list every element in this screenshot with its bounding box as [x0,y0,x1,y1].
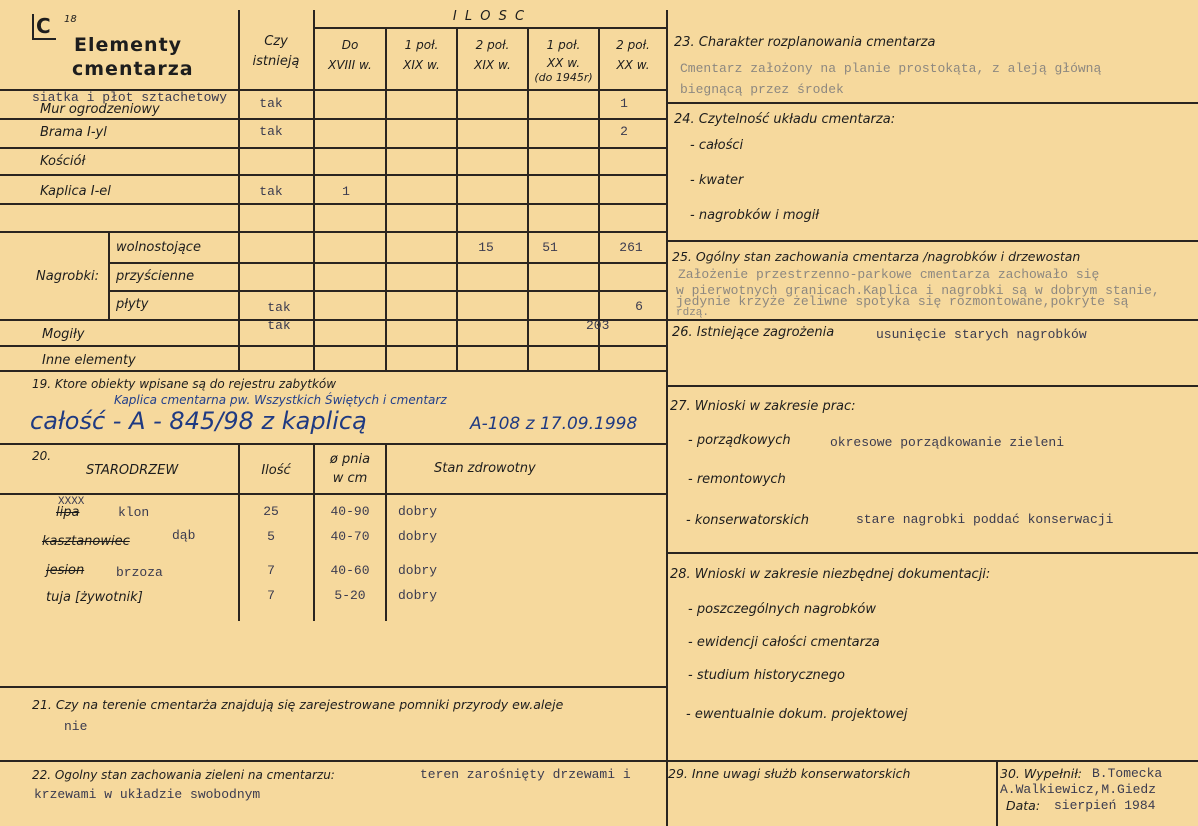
row-line [0,147,666,149]
row-label: Kościół [40,154,86,169]
row-line [108,262,666,264]
row-label: Kaplica I-el [40,184,111,199]
trees-col-divider [385,443,387,621]
section19-label: 19. Ktore obiekty wpisane są do rejestru zabytków [32,377,337,391]
trees-header-name: STARODRZEW [86,463,179,478]
section-line [666,552,1198,554]
section-line [0,760,666,762]
tree-fi: 40-70 [330,529,370,544]
section27-item: - remontowych [688,472,786,487]
cell-qty: 15 [478,240,494,255]
header-col1: XVIII w. [328,58,372,72]
form-code-sup: 18 [64,14,77,25]
section23-answer: Cmentarz założony na planie prostokąta, z aleją główną [680,61,1102,76]
section22-answer: krzewami w układzie swobodnym [34,787,261,802]
form-code: C [36,14,51,38]
row-line [0,231,666,233]
cell-qty: 2 [620,124,628,139]
tree-fi: 40-90 [330,504,370,519]
row-label: płyty [116,297,149,312]
header-ilosc: I L O S C [452,9,527,24]
tree-typed: brzoza [116,565,163,580]
tree-stan: dobry [398,504,438,519]
row-line [0,174,666,176]
section-line [666,240,1198,242]
section24-item: - nagrobków i mogił [690,208,820,223]
page-title-line2: cmentarza [72,58,194,80]
header-col2: 1 poł. [404,38,439,52]
section20-num: 20. [32,449,52,463]
section19-handwriting: całość - A - 845/98 z kaplicą [30,407,367,435]
tree-ilosc: 25 [263,504,279,519]
section21-answer: nie [64,719,88,734]
row-line [0,370,666,372]
tree-printed: jesion [46,563,85,578]
tree-ilosc: 7 [267,563,275,578]
trees-header-line [0,493,666,495]
section27-answer: okresowe porządkowanie zieleni [830,435,1065,450]
row-label: przyścienne [116,269,195,284]
header-col5: XX w. [616,58,650,72]
center-divider [666,10,668,826]
row-label: Mogiły [42,327,85,342]
row-label: Inne elementy [42,353,136,368]
tree-printed: tuja [żywotnik] [46,590,143,605]
section26-label: 26. Istniejące zagrożenia [672,325,835,340]
section22-label: 22. Ogolny stan zachowania zieleni na cmentarzu: [32,768,335,782]
section27-label: 27. Wnioski w zakresie prac: [670,399,856,414]
tree-fi: 40-60 [330,563,370,578]
tree-typed: klon [118,505,150,520]
cell-czy: tak [259,124,283,139]
row-label: Mur ogrodzeniowy [40,102,160,117]
trees-header-fi: ø pnia [329,452,371,467]
tree-fi: 5-20 [334,588,366,603]
header-czy: istnieją [252,54,300,69]
tree-stan: dobry [398,563,438,578]
section26-answer: usunięcie starych nagrobków [876,327,1087,342]
section25-label: 25. Ogólny stan zachowania cmentarza /nagrobków i drzewostan [672,249,1081,264]
section-line [666,385,1198,387]
section25-answer: rdzą. [676,307,710,319]
section28-item: - studium historycznego [688,668,845,683]
tree-stan: dobry [398,529,438,544]
section28-item: - poszczególnych nagrobków [688,602,876,617]
section25-answer: jedynie krzyże żeliwne spotyka się rozmontowane,pokryte są [676,294,1129,309]
section28-item: - ewentualnie dokum. projektowej [686,707,908,722]
section27-item: - konserwatorskich [686,513,809,528]
header-col4: 1 poł. [546,38,581,52]
tree-typed: dąb [172,528,196,543]
section30-name: A.Walkiewicz,M.Giedz [1000,782,1157,797]
cell-qty: 1 [620,96,628,111]
section24-item: - całości [690,138,744,153]
trees-header-stan: Stan zdrowotny [434,461,536,476]
section-line [666,760,1198,762]
section30-label: 30. Wypełnił: [1000,766,1083,781]
tree-stan: dobry [398,588,438,603]
row-line [108,290,666,292]
row-label: wolnostojące [116,240,201,255]
cell-qty: 1 [342,184,350,199]
cell-qty: 6 [635,299,643,314]
nagrobki-divider [108,231,110,319]
section30-name: B.Tomecka [1092,766,1163,781]
header-col4: XX w. [546,56,581,70]
row-line [0,118,666,120]
row-line [0,345,666,347]
section22-answer: teren zarośnięty drzewami i [420,767,631,782]
section30-date: sierpień 1984 [1054,798,1156,813]
cell-czy: tak [267,318,291,333]
section24-item: - kwater [690,173,744,188]
header-col1: Do [341,38,359,52]
section27-item: - porządkowych [688,433,791,448]
section19-handwriting: Kaplica cmentarna pw. Wszystkich Świętych i cmentarz [114,393,447,407]
row-line [0,319,666,321]
section19-handwriting: A-108 z 17.09.1998 [470,414,638,434]
row-line [0,203,666,205]
section-line [666,319,1198,321]
section21-label: 21. Czy na terenie cmentarża znajdują się zarejestrowane pomniki przyrody ew.aleje [32,697,564,712]
row-typed-overwrite: siatka i płot sztachetowy [32,90,228,105]
tree-ilosc: 7 [267,588,275,603]
cell-czy: tak [259,96,283,111]
row-label: Brama I-yl [40,125,107,140]
section28-label: 28. Wnioski w zakresie niezbędnej dokumentacji: [670,567,991,582]
tree-printed: lipa [56,505,80,520]
tree-ilosc: 5 [267,529,275,544]
ilosc-underline [313,27,666,29]
page-title-line1: Elementy [74,34,183,56]
section27-answer: stare nagrobki poddać konserwacji [856,512,1114,527]
header-col3: 2 poł. [475,38,510,52]
section29-label: 29. Inne uwagi służb konserwatorskich [668,766,911,781]
cell-qty: 261 [619,240,643,255]
cell-qty: 203 [586,318,610,333]
section23-answer: biegnącą przez środek [680,82,844,97]
section25-answer: w pierwotnych granicach.Kaplica i nagrobki są w dobrym stanie, [676,283,1160,298]
section28-item: - ewidencji całości cmentarza [688,635,880,650]
section25-answer: Założenie przestrzenno-parkowe cmentarza zachowało się [678,267,1100,282]
section30-date-label: Data: [1006,798,1041,813]
section24-label: 24. Czytelność układu cmentarza: [674,112,896,127]
section-line [0,443,666,445]
cell-czy: tak [267,300,291,315]
nagrobki-label: Nagrobki: [36,269,100,284]
tree-printed: kasztanowiec [42,534,130,549]
header-col4: (do 1945r) [534,71,593,84]
header-col5: 2 poł. [616,38,650,52]
cell-qty: 51 [542,240,558,255]
header-col3: XIX w. [474,58,511,72]
header-czy: Czy [264,34,288,49]
tree-overtype: XXXX [58,496,85,508]
section23-label: 23. Charakter rozplanowania cmentarza [674,35,936,50]
cell-czy: tak [259,184,283,199]
header-col2: XIX w. [403,58,440,72]
section-line [666,102,1198,104]
trees-header-fi: w cm [332,471,368,486]
trees-header-ilosc: Ilość [261,463,291,478]
section-line [0,686,666,688]
section30-divider [996,760,998,826]
